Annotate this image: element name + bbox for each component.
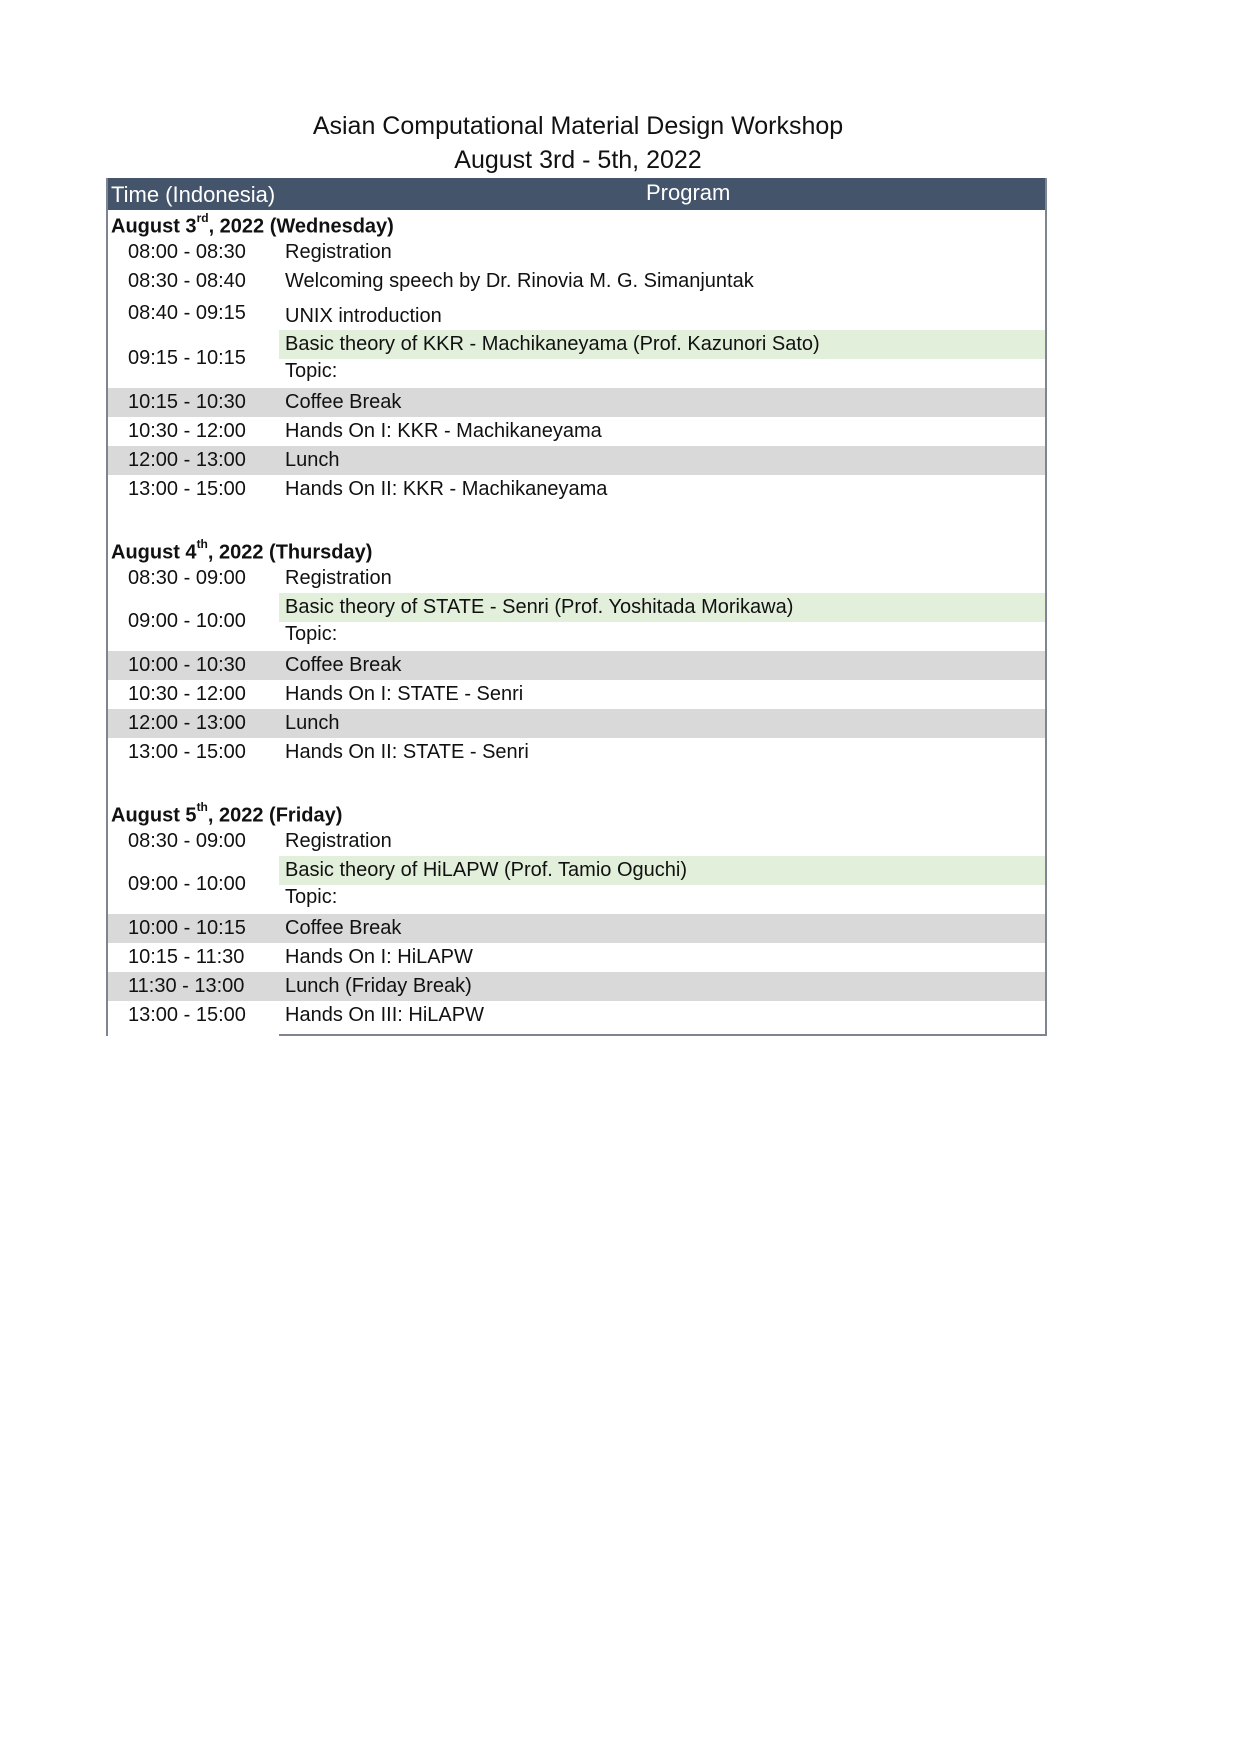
table-row <box>106 564 1047 593</box>
table-row <box>106 738 1047 767</box>
table-header <box>106 178 1047 210</box>
table-row <box>106 593 1047 649</box>
row-program: Lunch <box>285 712 340 734</box>
row-time: 10:00 - 10:15 <box>128 917 246 939</box>
table-border-bottom <box>279 1034 1047 1036</box>
table-row <box>106 267 1047 296</box>
row-program: Lunch <box>285 449 340 471</box>
table-row <box>106 417 1047 446</box>
table-row <box>106 972 1047 1001</box>
row-program: Registration <box>285 830 392 852</box>
row-program: Basic theory of HiLAPW (Prof. Tamio Oguchi) <box>285 859 687 881</box>
row-program: Hands On II: KKR - Machikaneyama <box>285 478 608 500</box>
row-program: Hands On I: STATE - Senri <box>285 683 524 705</box>
row-program: Hands On I: HiLAPW <box>285 946 473 968</box>
row-program: Hands On III: HiLAPW <box>285 1004 484 1026</box>
table-row <box>106 709 1047 738</box>
table-row <box>106 943 1047 972</box>
row-program: Hands On I: KKR - Machikaneyama <box>285 420 602 442</box>
row-topic: Topic: <box>285 886 338 908</box>
row-time: 13:00 - 15:00 <box>128 1004 246 1026</box>
row-program: Lunch (Friday Break) <box>285 975 472 997</box>
row-time: 09:15 - 10:15 <box>128 347 246 369</box>
day-heading-1: August 3rd, 2022 (Wednesday) <box>111 211 394 238</box>
row-time: 13:00 - 15:00 <box>128 478 246 500</box>
row-time: 09:00 - 10:00 <box>128 873 246 895</box>
row-program: Basic theory of KKR - Machikaneyama (Prof. Kazunori Sato) <box>285 333 820 355</box>
row-time: 12:00 - 13:00 <box>128 712 246 734</box>
table-row <box>106 330 1047 386</box>
document-subtitle: August 3rd - 5th, 2022 <box>454 146 702 174</box>
table-border-right <box>1045 178 1047 1036</box>
row-time: 10:15 - 11:30 <box>128 946 245 968</box>
table-border-left <box>106 178 108 1036</box>
table-row <box>106 680 1047 709</box>
row-time: 10:00 - 10:30 <box>128 654 246 676</box>
table-row <box>106 446 1047 475</box>
row-program: Coffee Break <box>285 654 402 676</box>
row-time: 10:30 - 12:00 <box>128 683 246 705</box>
row-program: UNIX introduction <box>285 305 442 327</box>
document-title: Asian Computational Material Design Workshop <box>312 112 844 140</box>
row-time: 08:30 - 09:00 <box>128 567 246 589</box>
row-time: 12:00 - 13:00 <box>128 449 246 471</box>
row-program: Registration <box>285 567 392 589</box>
table-row <box>106 827 1047 856</box>
header-time: Time (Indonesia) <box>111 182 276 207</box>
table-row <box>106 914 1047 943</box>
table-row <box>106 475 1047 504</box>
row-time: 10:15 - 10:30 <box>128 391 246 413</box>
row-program: Registration <box>285 241 392 263</box>
row-program: Basic theory of STATE - Senri (Prof. Yoshitada Morikawa) <box>285 596 794 618</box>
header-program: Program <box>646 180 731 205</box>
row-time: 10:30 - 12:00 <box>128 420 246 442</box>
row-time: 13:00 - 15:00 <box>128 741 246 763</box>
table-row <box>106 299 1047 328</box>
row-time: 08:40 - 09:15 <box>128 302 246 324</box>
row-time: 08:30 - 09:00 <box>128 830 246 852</box>
row-time: 08:00 - 08:30 <box>128 241 246 263</box>
row-time: 11:30 - 13:00 <box>128 975 245 997</box>
table-row <box>106 238 1047 267</box>
table-row <box>106 1001 1047 1030</box>
day-heading-3: August 5th, 2022 (Friday) <box>111 800 343 827</box>
row-program: Coffee Break <box>285 391 402 413</box>
row-program: Hands On II: STATE - Senri <box>285 741 529 763</box>
row-topic: Topic: <box>285 360 338 382</box>
row-program: Welcoming speech by Dr. Rinovia M. G. Simanjuntak <box>285 270 754 292</box>
row-time: 08:30 - 08:40 <box>128 270 246 292</box>
table-row <box>106 856 1047 912</box>
schedule-table <box>106 178 1047 1036</box>
table-row <box>106 388 1047 417</box>
table-row <box>106 651 1047 680</box>
row-time: 09:00 - 10:00 <box>128 610 246 632</box>
row-program: Coffee Break <box>285 917 402 939</box>
day-heading-2: August 4th, 2022 (Thursday) <box>111 537 373 564</box>
row-topic: Topic: <box>285 623 338 645</box>
